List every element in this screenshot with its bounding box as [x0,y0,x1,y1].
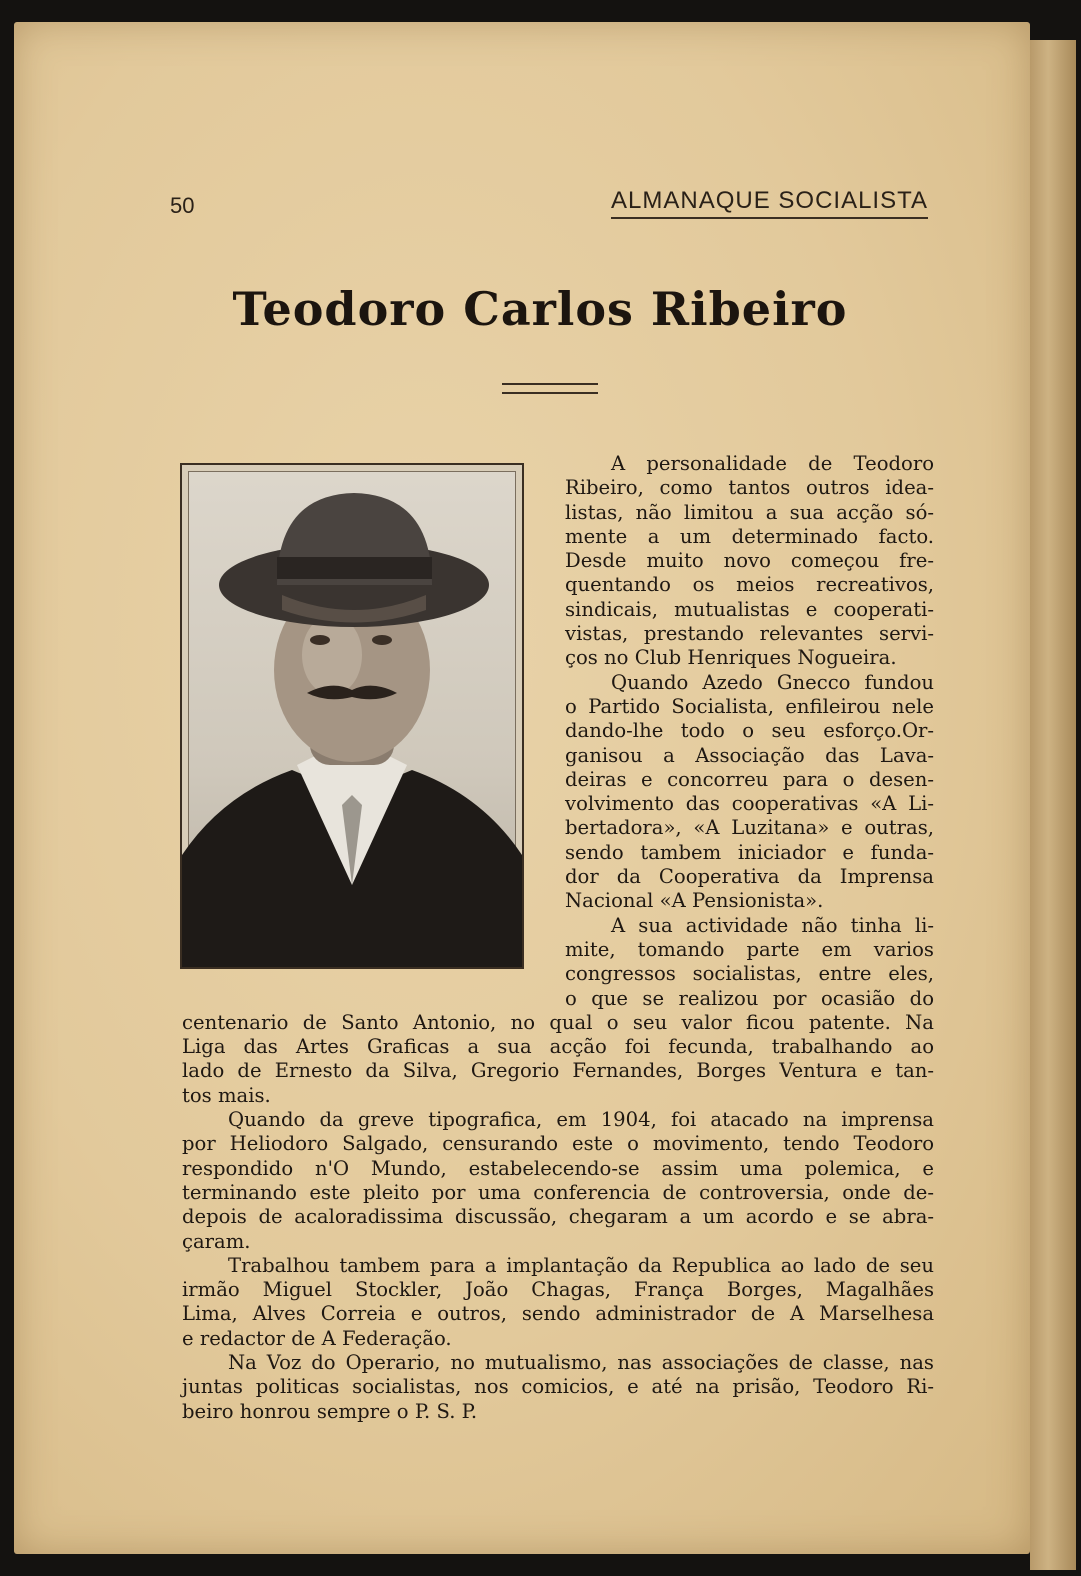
text-line: dor da Cooperativa da Imprensa [565,865,934,889]
text-line: Lima, Alves Correia e outros, sendo administrador de A Marselhesa [182,1302,934,1326]
page-number: 50 [170,193,195,218]
text-line: vistas, prestando relevantes servi- [565,622,934,646]
paragraph-2 [182,671,934,914]
text-line: tos mais. [182,1083,271,1107]
text-line: mente a um determinado facto. [565,524,934,548]
text-line: Trabalhou tambem para a implantação da Republica ao lado de seu [228,1253,934,1277]
article-title: Teodoro Carlos Ribeiro [232,282,848,336]
text-line: congressos socialistas, entre eles, [565,962,934,986]
text-line: listas, não limitou a sua acção só- [565,500,934,524]
text-line: A personalidade de Teodoro [611,452,934,475]
adjacent-page-edge [1030,40,1076,1570]
text-line: juntas politicas socialistas, nos comicios, e até na prisão, Teodoro Ri- [182,1375,934,1399]
text-line: centenario de Santo Antonio, no qual o seu valor ficou patente. Na [182,1010,934,1034]
text-line: e redactor de A Federação. [182,1326,452,1350]
text-line: volvimento das cooperativas «A Li- [565,792,934,816]
text-line: o Partido Socialista, enfileirou nele [565,694,934,718]
text-line: sendo tambem iniciador e funda- [565,840,934,864]
text-line: ços no Club Henriques Nogueira. [565,646,897,670]
text-line: beiro honrou sempre o P. S. P. [182,1399,478,1423]
paragraph-4 [182,1108,934,1254]
article-body [182,452,934,1424]
text-line: Desde muito novo começou fre- [565,549,934,573]
text-line: sindicais, mutualistas e cooperati- [565,597,934,621]
running-head [170,185,930,221]
text-line: Nacional «A Pensionista». [565,889,824,913]
text-line: Na Voz do Operario, no mutualismo, nas associações de classe, nas [228,1350,934,1374]
paragraph-1 [182,452,934,671]
text-line: ganisou a Associação das Lava- [565,743,934,767]
paragraph-6 [182,1351,934,1424]
text-line: lado de Ernesto da Silva, Gregorio Fernandes, Borges Ventura e tan- [182,1059,934,1083]
text-line: mite, tomando parte em varios [565,937,934,961]
text-line: depois de acaloradissima discussão, chegaram a um acordo e se abra- [182,1205,934,1229]
text-line: Quando da greve tipografica, em 1904, foi atacado na imprensa [228,1108,934,1132]
text-line: Liga das Artes Graficas a sua acção foi fecunda, trabalhando ao [182,1035,934,1059]
text-line: A sua actividade não tinha li- [611,913,934,937]
text-line: quentando os meios recreativos, [565,573,934,597]
text-line: Ribeiro, como tantos outros idea- [565,476,934,500]
text-line: por Heliodoro Salgado, censurando este o movimento, tendo Teodoro [182,1132,934,1156]
paragraph-3 [182,914,934,1108]
almanac-title: ALMANAQUE SOCIALISTA [611,187,928,219]
text-line: irmão Miguel Stockler, João Chagas, França Borges, Magalhães [182,1278,934,1302]
text-line: bertadora», «A Luzitana» e outras, [565,816,934,840]
title-double-rule [502,383,598,394]
text-line: deiras e concorreu para o desen- [565,767,934,791]
text-line: dando-lhe todo o seu esforço.Or- [565,719,934,743]
text-line: çaram. [182,1229,251,1253]
text-line: respondido n'O Mundo, estabelecendo-se assim uma polemica, e [182,1156,934,1180]
text-line: Quando Azedo Gnecco fundou [611,670,934,694]
text-line: terminando este pleito por uma conferencia de controversia, onde de- [182,1180,934,1204]
text-line: o que se realizou por ocasião do [565,986,934,1010]
paragraph-5 [182,1254,934,1351]
